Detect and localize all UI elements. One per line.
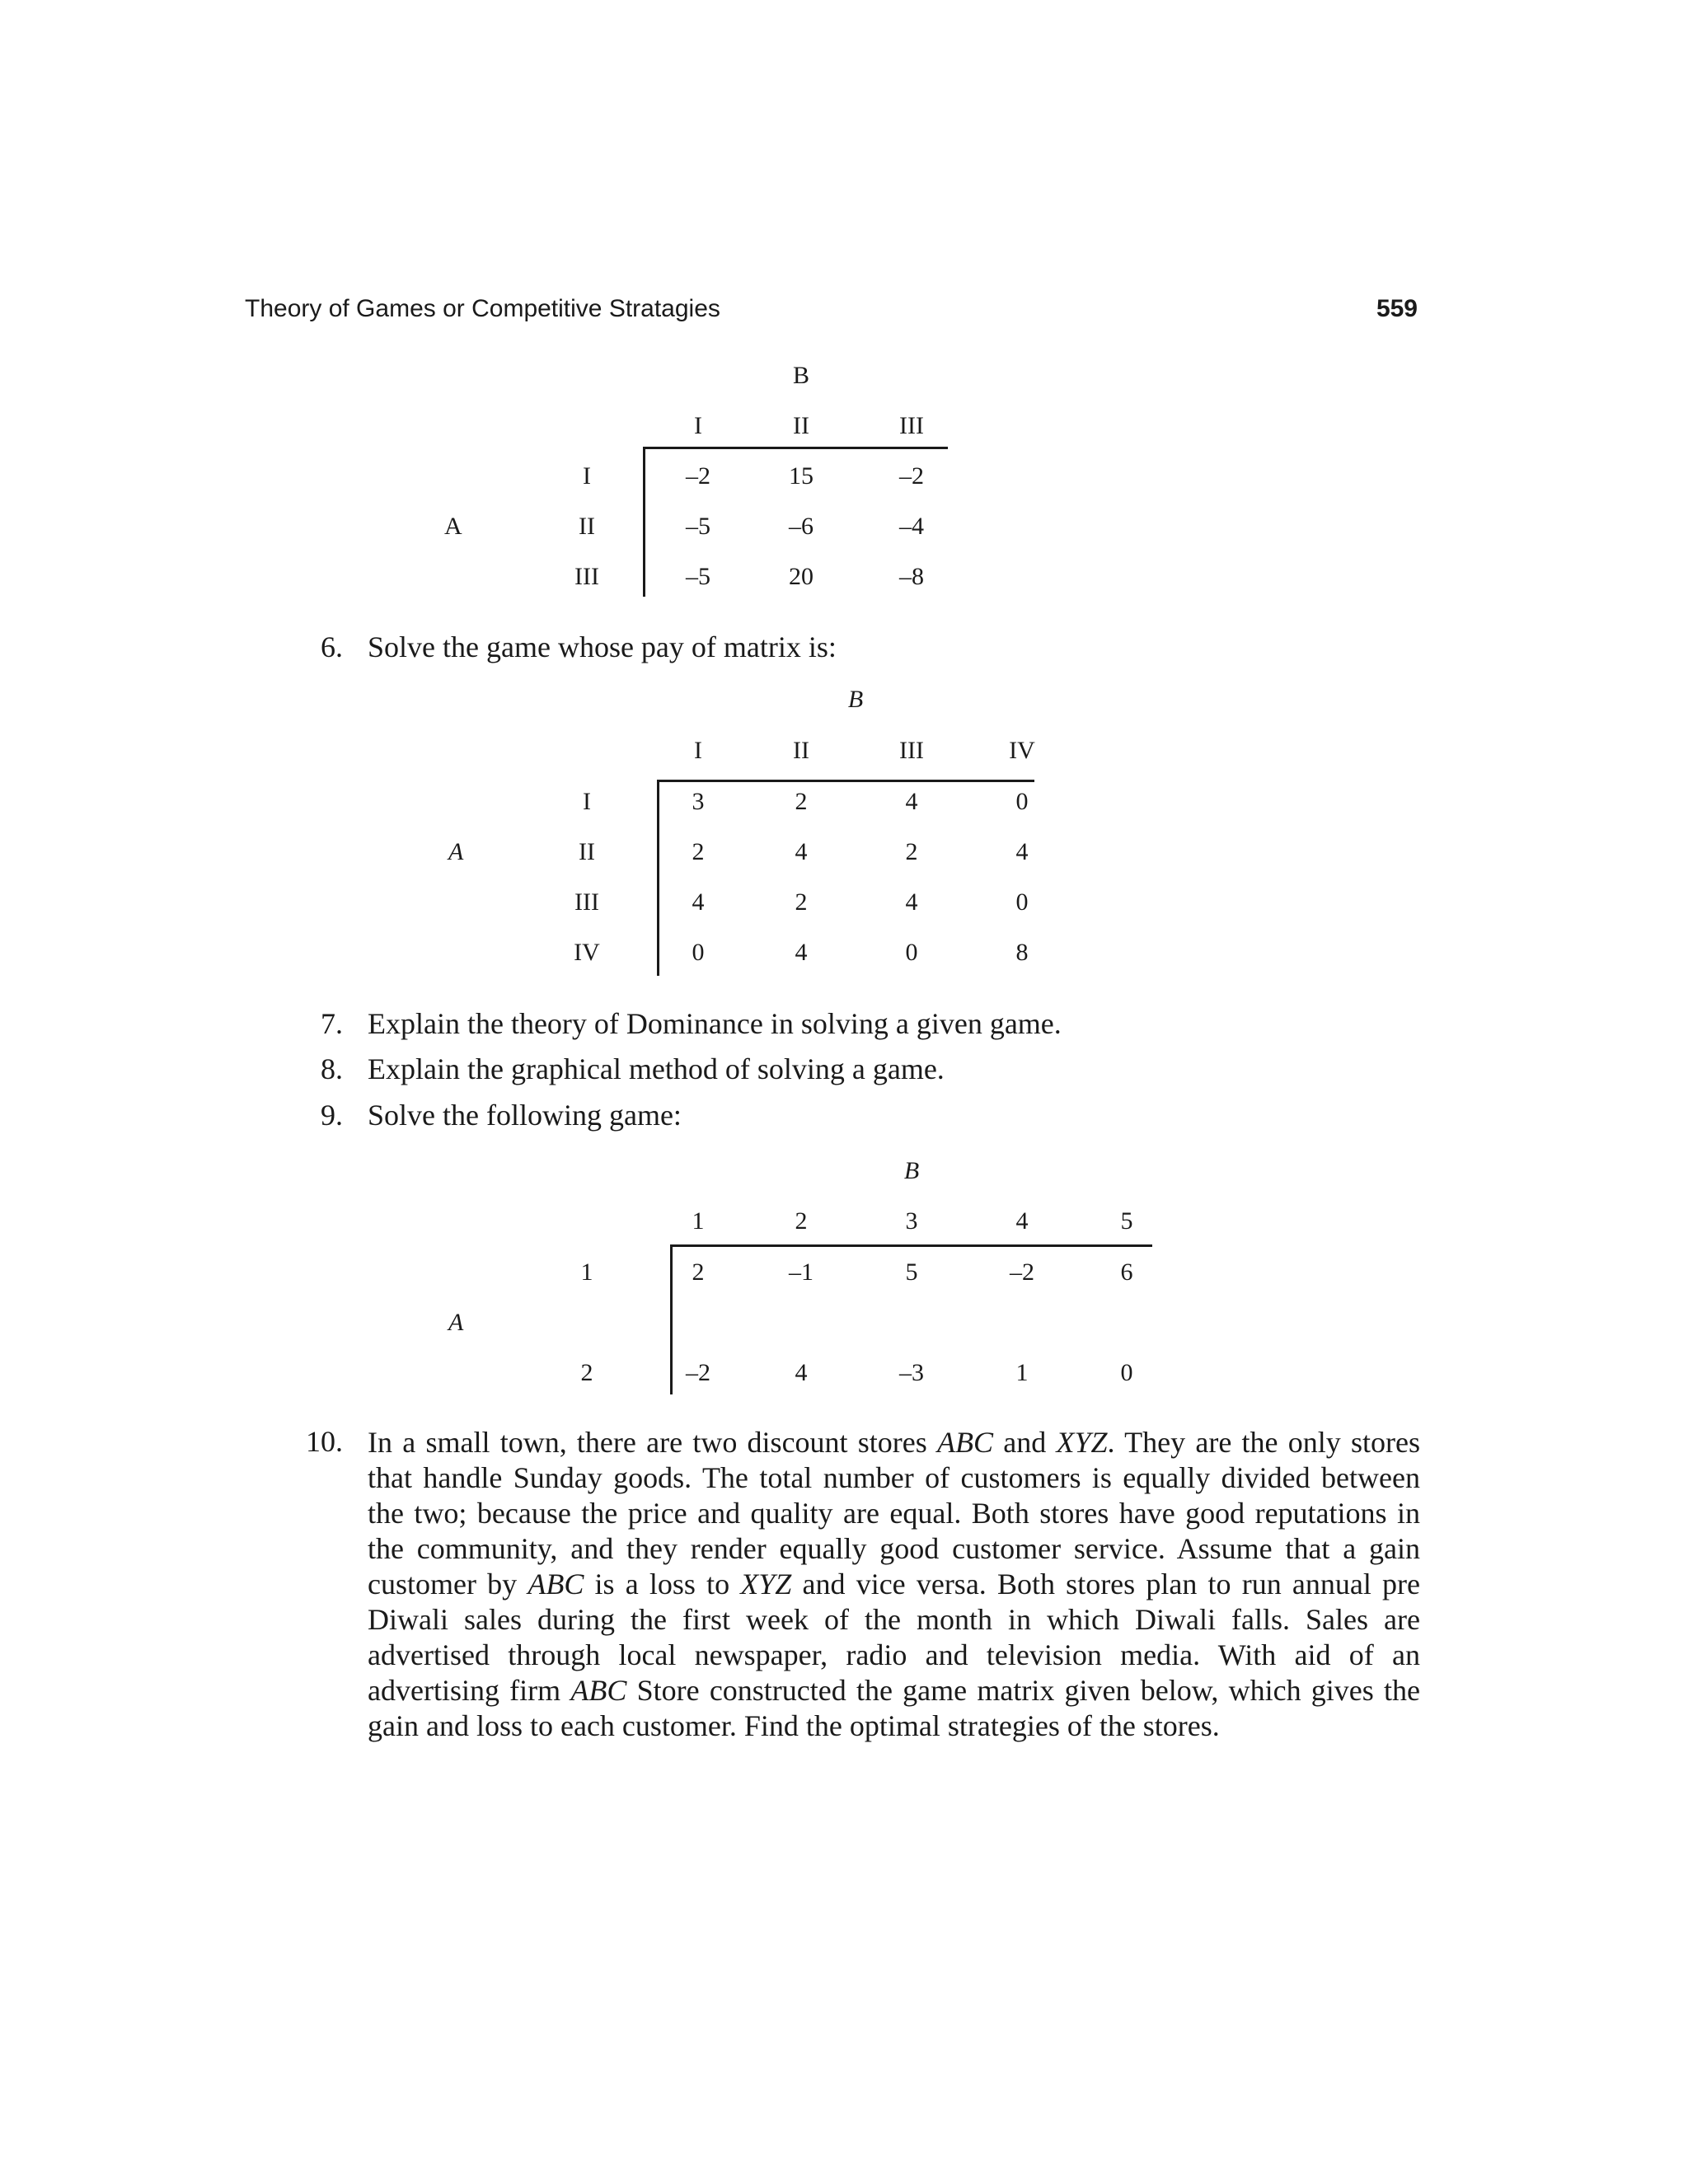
row-header: III: [574, 888, 599, 916]
column-header: 1: [692, 1207, 705, 1235]
matrix-cell: –3: [899, 1359, 924, 1386]
player-b-label: B: [847, 686, 864, 713]
page-number: 559: [1376, 295, 1418, 322]
question-number: 7.: [321, 1007, 343, 1040]
matrix-cell: –1: [789, 1258, 814, 1286]
column-header: II: [793, 412, 809, 439]
row-header: IV: [574, 939, 600, 966]
player-b-label: B: [903, 1157, 920, 1184]
row-header: 1: [580, 1258, 593, 1286]
player-b-label: B: [792, 362, 809, 389]
matrix-cell: 8: [1015, 939, 1029, 966]
chapter-title: Theory of Games or Competitive Stratagies: [245, 295, 720, 322]
matrix-cell: –5: [686, 513, 710, 540]
matrix-cell: 2: [905, 838, 918, 865]
matrix-cell: –2: [899, 462, 924, 490]
column-header: 3: [905, 1207, 918, 1235]
matrix-cell: 0: [1120, 1359, 1133, 1386]
player-a-label: A: [448, 838, 464, 865]
matrix-cell: 0: [692, 939, 705, 966]
matrix-cell: –2: [686, 1359, 710, 1386]
row-header: I: [583, 462, 591, 490]
matrix-cell: 0: [1015, 888, 1029, 916]
matrix-cell: 2: [692, 1258, 705, 1286]
matrix-cell: 5: [905, 1258, 918, 1286]
matrix-cell: 2: [795, 888, 808, 916]
matrix-cell: 15: [789, 462, 814, 490]
matrix-cell: 6: [1120, 1258, 1133, 1286]
column-header: I: [694, 737, 702, 764]
matrix-cell: 4: [795, 1359, 808, 1386]
matrix-cell: –5: [686, 563, 710, 590]
matrix-cell: 0: [905, 939, 918, 966]
matrix-cell: 2: [692, 838, 705, 865]
matrix-cell: 0: [1015, 788, 1029, 815]
question-number: 8.: [321, 1052, 343, 1085]
matrix-cell: 3: [692, 788, 705, 815]
matrix-cell: 20: [789, 563, 814, 590]
column-header: 5: [1120, 1207, 1133, 1235]
column-header: III: [899, 737, 924, 764]
matrix-top-border: [643, 447, 948, 449]
question-text: Solve the game whose pay of matrix is:: [368, 630, 837, 663]
player-a-label: A: [448, 1309, 464, 1336]
question-number: 10.: [306, 1425, 343, 1458]
question-number: 9.: [321, 1099, 343, 1132]
matrix-cell: –6: [789, 513, 814, 540]
question-text: Explain the theory of Dominance in solving a given game.: [368, 1007, 1062, 1040]
row-header: I: [583, 788, 591, 815]
matrix-cell: –4: [899, 513, 924, 540]
matrix-cell: –2: [686, 462, 710, 490]
matrix-cell: 4: [692, 888, 705, 916]
column-header: III: [899, 412, 924, 439]
matrix-cell: –8: [899, 563, 924, 590]
matrix-top-border: [670, 1244, 1152, 1247]
question-text: Solve the following game:: [368, 1099, 682, 1132]
matrix-top-border: [657, 780, 1034, 782]
matrix-cell: 4: [905, 888, 918, 916]
row-header: II: [579, 513, 595, 540]
row-header: III: [574, 563, 599, 590]
column-header: I: [694, 412, 702, 439]
player-a-label: A: [444, 513, 462, 540]
column-header: 2: [795, 1207, 808, 1235]
column-header: II: [793, 737, 809, 764]
question-text: Explain the graphical method of solving a game.: [368, 1052, 945, 1085]
matrix-cell: 4: [1015, 838, 1029, 865]
matrix-cell: 4: [795, 939, 808, 966]
matrix-cell: 1: [1015, 1359, 1029, 1386]
matrix-cell: 2: [795, 788, 808, 815]
matrix-cell: –2: [1010, 1258, 1034, 1286]
question-paragraph: In a small town, there are two discount stores ABC and XYZ. They are the only stores that handle Sunday goods. The total number of customers is equally divided between the two; because the price and quality are equal. Both stores have good reputations in the community, and they render equally good customer service. Assume that a gain customer by ABC is a loss to XYZ and vice versa. Both stores plan to run annual pre Diwali sales during the first week of the month in which Diwali falls. Sales are advertised through local newspaper, radio and television media. With aid of an advertising firm ABC Store constructed the game matrix given below, which gives the gain and loss to each customer. Find the optimal strategies of the stores.: [368, 1426, 1421, 1742]
question-number: 6.: [321, 630, 343, 663]
row-header: 2: [580, 1359, 593, 1386]
row-header: II: [579, 838, 595, 865]
matrix-cell: 4: [795, 838, 808, 865]
column-header: IV: [1009, 737, 1035, 764]
column-header: 4: [1015, 1207, 1029, 1235]
matrix-cell: 4: [905, 788, 918, 815]
matrix-left-border: [643, 447, 645, 597]
